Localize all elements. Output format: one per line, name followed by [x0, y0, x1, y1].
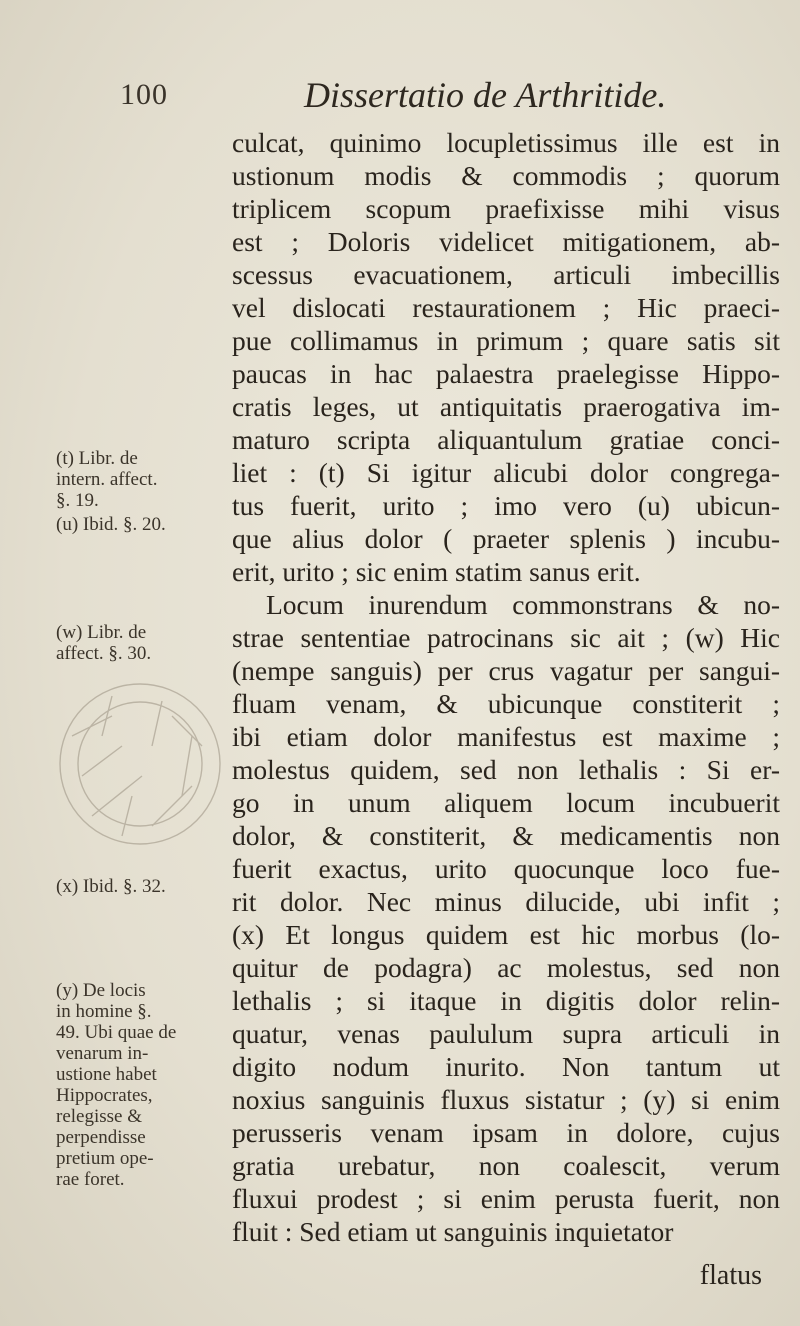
text-line: lethalis ; si itaque in digitis dolor relin- [232, 985, 780, 1016]
text-line: noxius sanguinis fluxus sistatur ; (y) si enim [232, 1084, 780, 1115]
text-line: culcat, quinimo locupletissimus ille est in [232, 127, 780, 158]
text-line: fuerit exactus, urito quocunque loco fue- [232, 853, 780, 884]
text-line: vel dislocati restaurationem ; Hic praeci- [232, 292, 780, 323]
text-line: que alius dolor ( praeter splenis ) incubu- [232, 523, 780, 554]
margin-note-line: 49. Ubi quae de [56, 1022, 177, 1043]
margin-note-line: intern. affect. [56, 469, 158, 490]
text-line: perusseris venam ipsam in dolore, cujus [232, 1117, 780, 1148]
margin-note-w [56, 622, 228, 664]
text-line: digito nodum inurito. Non tantum ut [232, 1051, 780, 1082]
margin-note-line: (w) Libr. de [56, 622, 147, 643]
margin-note-line: relegisse & [56, 1106, 143, 1127]
margin-note-line: Hippocrates, [56, 1085, 153, 1106]
margin-note-line: (x) Ibid. §. 32. [56, 876, 166, 897]
text-line: quitur de podagra) ac molestus, sed non [232, 952, 780, 983]
margin-note-line: rae foret. [56, 1169, 125, 1190]
text-line: go in unum aliquem locum incubuerit [232, 787, 780, 818]
margin-note-line: §. 19. [56, 490, 99, 511]
margin-note-line: (y) De locis [56, 980, 146, 1001]
text-line: fluam venam, & ubicunque constiterit ; [232, 688, 780, 719]
text-line: scessus evacuationem, articuli imbecillis [232, 259, 780, 290]
text-line: est ; Doloris videlicet mitigationem, ab- [232, 226, 780, 257]
text-line: rit dolor. Nec minus dilucide, ubi infit ; [232, 886, 780, 917]
text-line: liet : (t) Si igitur alicubi dolor congrega- [232, 457, 780, 488]
text-line: quatur, venas paululum supra articuli in [232, 1018, 780, 1049]
text-line: ibi etiam dolor manifestus est maxime ; [232, 721, 780, 752]
margin-note-line: perpendisse [56, 1127, 146, 1148]
text-line: fluxui prodest ; si enim perusta fuerit, non [232, 1183, 780, 1214]
text-line: strae sententiae patrocinans sic ait ; (w) Hic [232, 622, 780, 653]
text-line: fluit : Sed etiam ut sanguinis inquietator [232, 1216, 674, 1247]
text-line: cratis leges, ut antiquitatis praerogativa im- [232, 391, 780, 422]
bleed-through-ornament [52, 676, 228, 852]
text-line: maturo scripta aliquantulum gratiae conci- [232, 424, 780, 455]
text-line: Locum inurendum commonstrans & no- [266, 589, 780, 620]
running-title: Dissertatio de Arthritide. [304, 75, 667, 115]
text-line: gratia urebatur, non coalescit, verum [232, 1150, 780, 1181]
body-text [232, 126, 780, 1248]
margin-note-x [56, 876, 228, 897]
margin-note-line: ustione habet [56, 1064, 157, 1085]
text-line: pue collimamus in primum ; quare satis sit [232, 325, 780, 356]
margin-note-line: pretium ope- [56, 1148, 154, 1169]
text-line: triplicem scopum praefixisse mihi visus [232, 193, 780, 224]
page-number: 100 [120, 78, 168, 111]
margin-note-line: venarum in- [56, 1043, 149, 1064]
margin-note-t [56, 448, 228, 511]
margin-note-line: affect. §. 30. [56, 643, 152, 664]
text-line: ustionum modis & commodis ; quorum [232, 160, 780, 191]
catchword: flatus [699, 1260, 762, 1291]
text-line: tus fuerit, urito ; imo vero (u) ubicun- [232, 490, 780, 521]
margin-note-line: (t) Libr. de [56, 448, 138, 469]
text-line: molestus quidem, sed non lethalis : Si er- [232, 754, 780, 785]
margin-note-y [56, 980, 228, 1190]
margin-note-line: in homine §. [56, 1001, 152, 1022]
text-line: erit, urito ; sic enim statim sanus erit. [232, 556, 641, 587]
text-line: paucas in hac palaestra praelegisse Hippo- [232, 358, 780, 389]
text-line: (x) Et longus quidem est hic morbus (lo- [232, 919, 780, 950]
text-line: dolor, & constiterit, & medicamentis non [232, 820, 780, 851]
margin-note-u [56, 514, 228, 535]
margin-note-line: (u) Ibid. §. 20. [56, 514, 166, 535]
text-line: (nempe sanguis) per crus vagatur per sangui- [232, 655, 780, 686]
